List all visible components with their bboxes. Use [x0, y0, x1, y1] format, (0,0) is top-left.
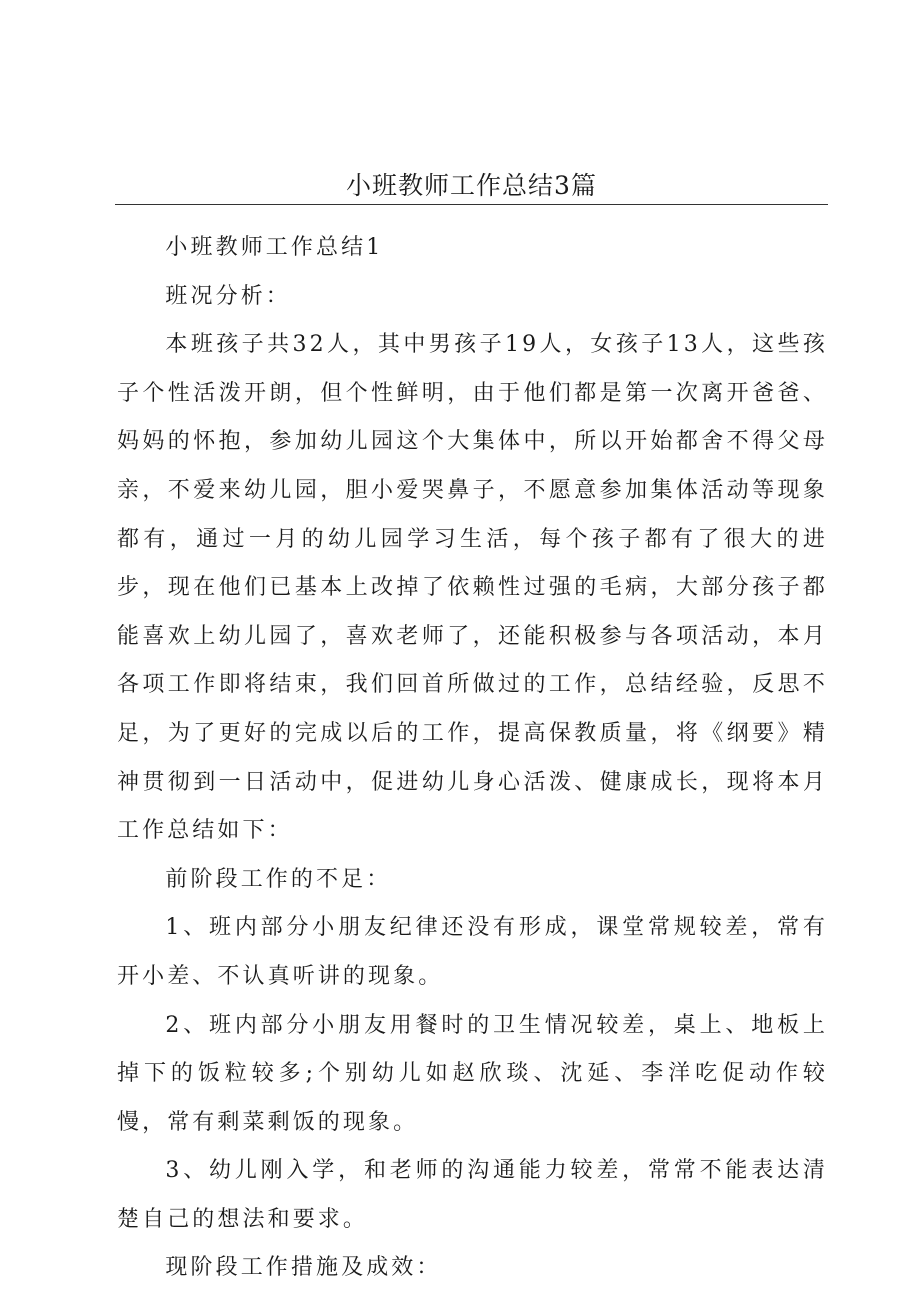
subheading-shortcomings: 前阶段工作的不足： — [165, 866, 392, 892]
document-title: 小班教师工作总结3篇 — [346, 171, 597, 200]
paragraph-item-3: 3、幼儿刚入学，和老师的沟通能力较差，常常不能表达清楚自己的想法和要求。 — [117, 1158, 828, 1232]
subheading-measures: 现阶段工作措施及成效： — [165, 1255, 442, 1281]
paragraph-class-overview: 本班孩子共32人，其中男孩子19人，女孩子13人，这些孩子个性活泼开朗，但个性鲜明，由于他们都是第一次离开爸爸、妈妈的怀抱，参加幼儿园这个大集体中，所以开始都舍不得父母亲，不爱来幼儿园，胆小爱哭鼻子，不愿意参加集体活动等现象都有，通过一月的幼儿园学习生活，每个孩子都有了很大的进步，现在他们已基本上改掉了依赖性过强的毛病，大部分孩子都能喜欢上幼儿园了，喜欢老师了，还能积极参与各项活动，本月各项工作即将结束，我们回首所做过的工作，总结经验，反思不足，为了更好的完成以后的工作，提高保教质量，将《纲要》精神贯彻到一日活动中，促进幼儿身心活泼、健康成长，现将本月工作总结如下： — [117, 332, 828, 844]
subheading-class-analysis: 班况分析： — [165, 283, 291, 309]
title-underline — [115, 204, 828, 205]
section-heading: 小班教师工作总结1 — [165, 235, 384, 260]
document-body — [117, 224, 828, 1293]
paragraph-item-2: 2、班内部分小朋友用餐时的卫生情况较差，桌上、地板上掉下的饭粒较多;个别幼儿如赵欣琰、沈延、李洋吃促动作较慢，常有剩菜剩饭的现象。 — [117, 1012, 828, 1135]
paragraph-item-1: 1、班内部分小朋友纪律还没有形成，课堂常规较差，常有开小差、不认真听讲的现象。 — [117, 915, 828, 989]
